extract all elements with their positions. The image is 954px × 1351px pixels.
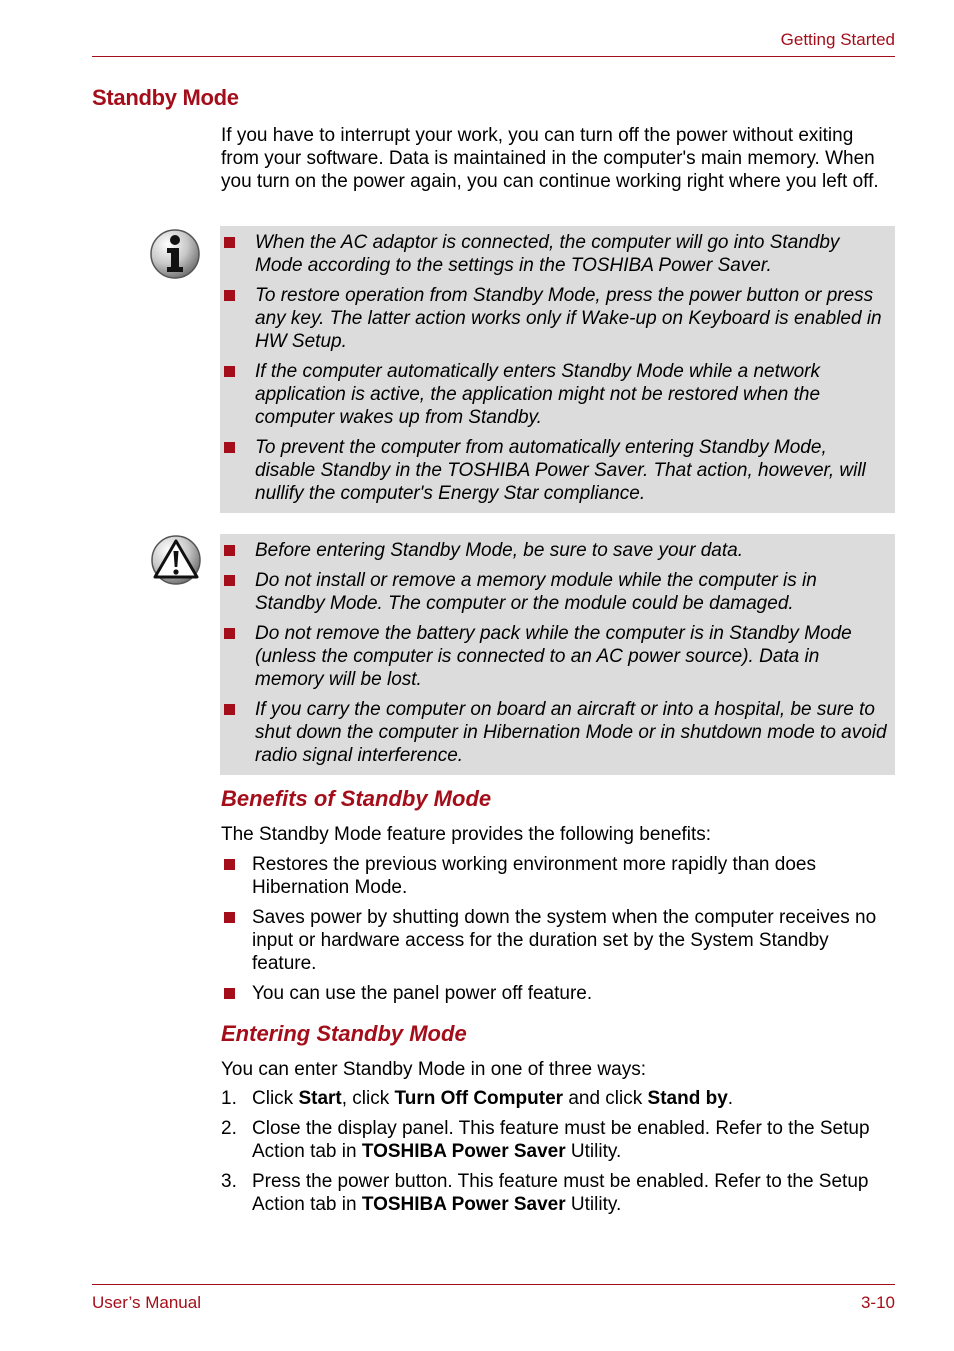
header-rule — [92, 56, 895, 57]
warning-note-item: If you carry the computer on board an aircraft or into a hospital, be sure to shut down the computer in Hibernation Mode or in shutdown mode to avoid radio signal interference. — [220, 698, 887, 767]
entering-steps — [220, 1087, 895, 1223]
entering-intro: You can enter Standby Mode in one of three ways: — [221, 1059, 646, 1080]
bullet-square-icon — [224, 704, 235, 715]
bullet-square-icon — [224, 237, 235, 248]
info-note-box — [220, 226, 895, 513]
bullet-square-icon — [224, 442, 235, 453]
warning-note-box — [220, 534, 895, 775]
benefit-item: Restores the previous working environment more rapidly than does Hibernation Mode. — [220, 853, 895, 899]
header-title: Getting Started — [780, 30, 895, 49]
section-intro: If you have to interrupt your work, you can turn off the power without exiting from your software. Data is maintained in the computer's main memory. When you turn on the power again, you can continue working right where you left off. — [221, 125, 879, 192]
footer-manual-title: User’s Manual — [92, 1293, 201, 1312]
bullet-square-icon — [224, 545, 235, 556]
info-note-item: To prevent the computer from automatically entering Standby Mode, disable Standby in the TOSHIBA Power Saver. That action, however, will nullify the computer's Energy Star compliance. — [220, 436, 887, 505]
step-number: 3. — [221, 1171, 237, 1192]
step-item: 2. Close the display panel. This feature must be enabled. Refer to the Setup Action tab in TOSHIBA Power Saver Utility. — [221, 1118, 870, 1162]
warning-note-item: Before entering Standby Mode, be sure to save your data. — [220, 539, 887, 562]
section-title: Standby Mode — [92, 85, 239, 110]
step-item: 3. Press the power button. This feature must be enabled. Refer to the Setup Action tab in TOSHIBA Power Saver Utility. — [221, 1171, 869, 1215]
entering-title: Entering Standby Mode — [221, 1021, 467, 1046]
warning-icon — [149, 533, 203, 587]
footer-rule — [92, 1284, 895, 1285]
info-note-item: If the computer automatically enters Standby Mode while a network application is active, the application might not be restored when the computer wakes up from Standby. — [220, 360, 887, 429]
page-number: 3-10 — [860, 1293, 895, 1312]
benefits-intro: The Standby Mode feature provides the following benefits: — [221, 824, 712, 845]
info-note-list — [220, 231, 887, 505]
bullet-square-icon — [224, 912, 235, 923]
bullet-square-icon — [224, 575, 235, 586]
benefits-title: Benefits of Standby Mode — [221, 786, 492, 811]
benefit-item: Saves power by shutting down the system when the computer receives no input or hardware access for the duration set by the System Standby feature. — [220, 906, 895, 975]
step-number: 1. — [221, 1088, 237, 1109]
bullet-square-icon — [224, 988, 235, 999]
bullet-square-icon — [224, 290, 235, 301]
step-item: 1. Click Start, click Turn Off Computer and click Stand by. — [221, 1088, 734, 1109]
bullet-square-icon — [224, 366, 235, 377]
warning-note-list — [220, 539, 887, 767]
bullet-square-icon — [224, 859, 235, 870]
info-note-item: When the AC adaptor is connected, the computer will go into Standby Mode according to the settings in the TOSHIBA Power Saver. — [220, 231, 887, 277]
benefits-list — [220, 853, 895, 1012]
step-number: 2. — [221, 1118, 237, 1139]
info-icon — [149, 227, 201, 281]
benefit-item: You can use the panel power off feature. — [220, 982, 895, 1005]
bullet-square-icon — [224, 628, 235, 639]
info-note-item: To restore operation from Standby Mode, press the power button or press any key. The latter action works only if Wake-up on Keyboard is enabled in HW Setup. — [220, 284, 887, 353]
warning-note-item: Do not remove the battery pack while the computer is in Standby Mode (unless the computer is connected to an AC power source). Data in memory will be lost. — [220, 622, 887, 691]
warning-note-item: Do not install or remove a memory module while the computer is in Standby Mode. The computer or the module could be damaged. — [220, 569, 887, 615]
